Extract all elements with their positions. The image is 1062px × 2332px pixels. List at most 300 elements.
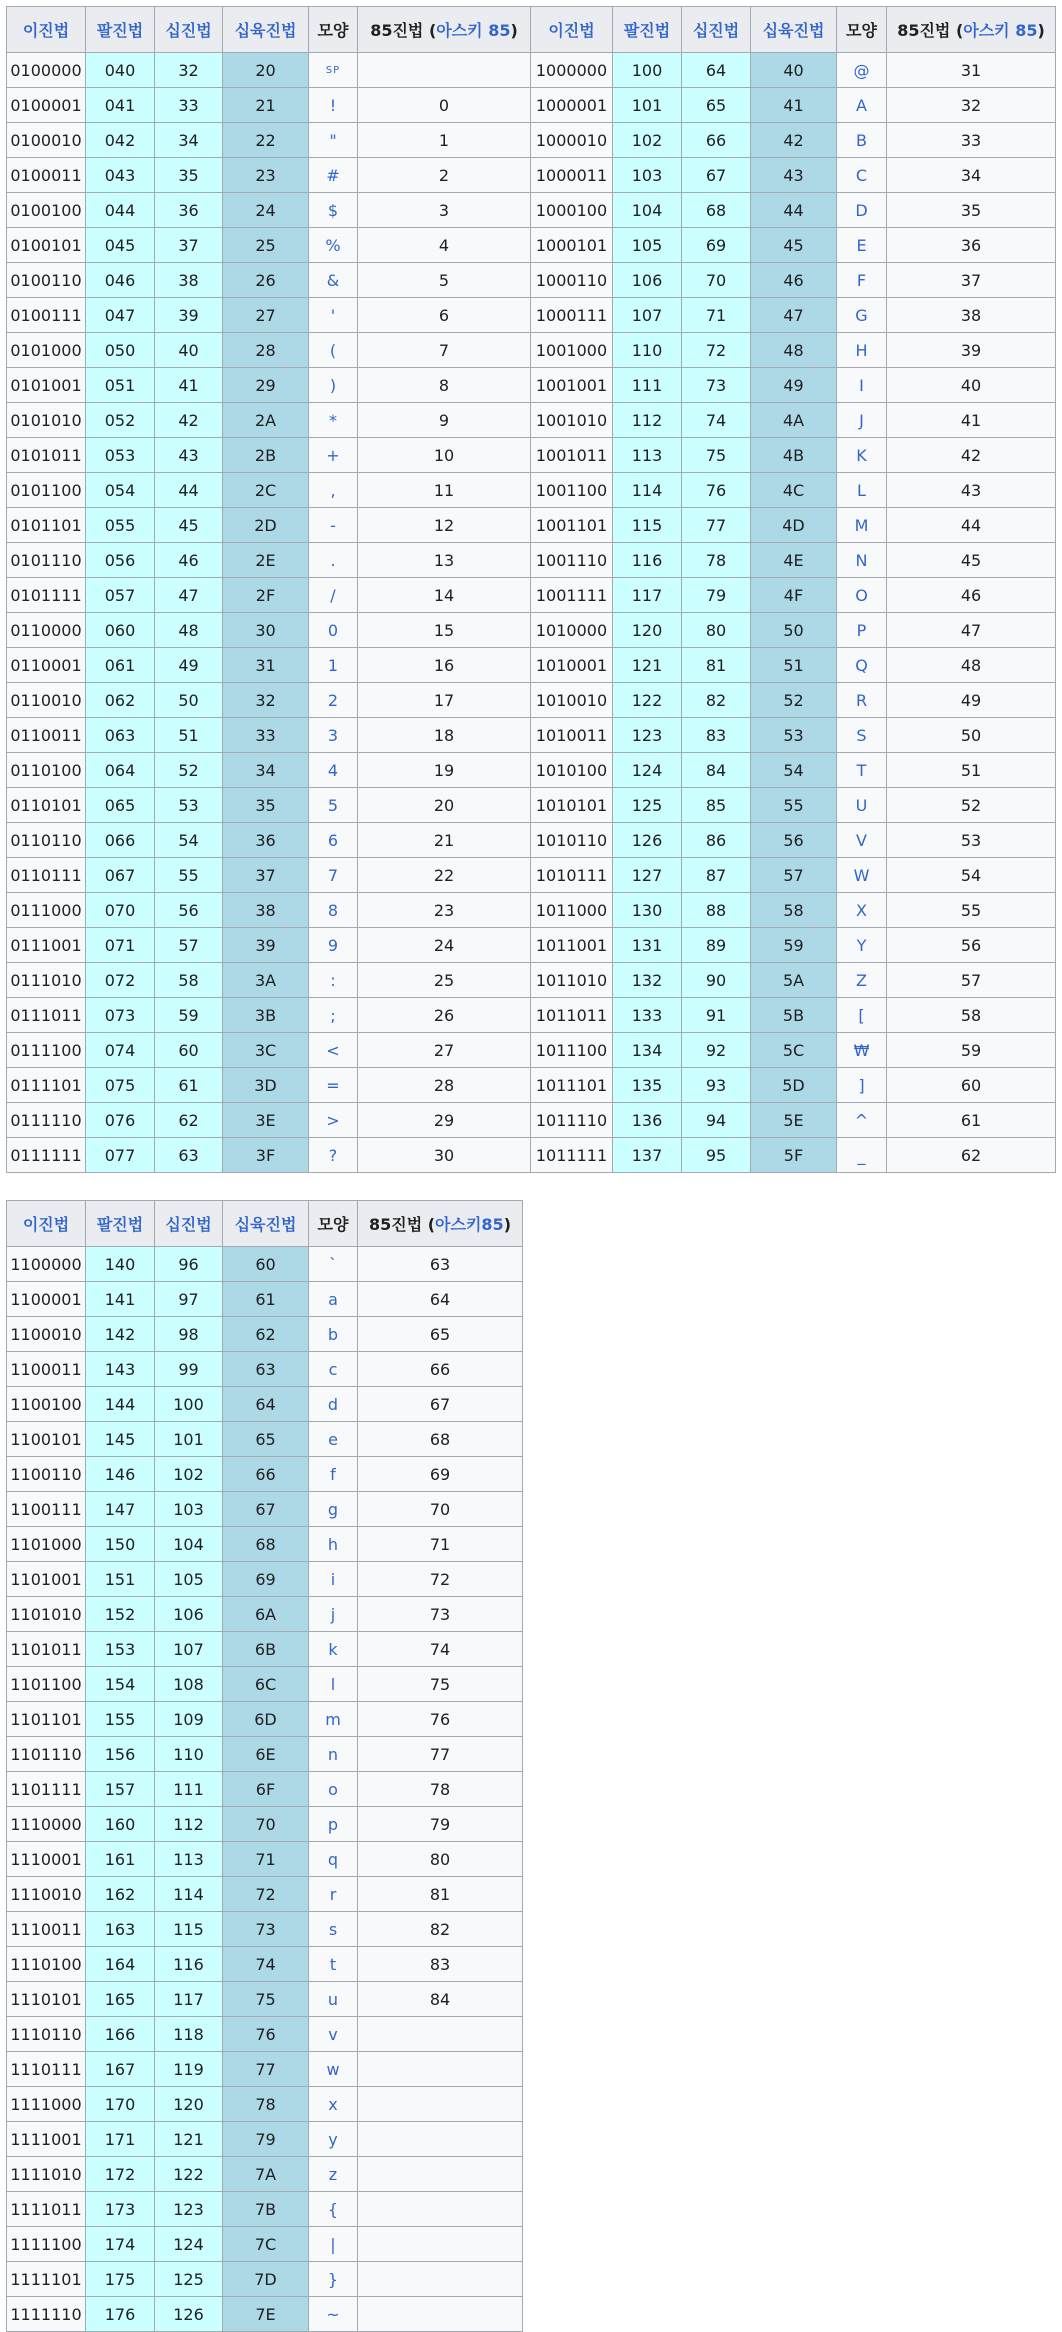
hex-cell: 44 [751, 193, 837, 228]
base85-cell: 74 [358, 1632, 523, 1667]
table-row [7, 1807, 523, 1842]
base85-cell: 22 [358, 858, 531, 893]
hex-cell: 58 [751, 893, 837, 928]
octal-cell: 053 [86, 438, 155, 473]
octal-cell: 144 [86, 1387, 155, 1422]
binary-cell: 1010110 [531, 823, 613, 858]
octal-cell: 154 [86, 1667, 155, 1702]
octal-cell: 110 [613, 333, 682, 368]
decimal-cell: 40 [155, 333, 223, 368]
glyph-cell: O [837, 578, 887, 613]
binary-cell: 1001000 [531, 333, 613, 368]
header-base85-link[interactable]: 아스키 85 [436, 21, 511, 40]
glyph-cell: { [309, 2192, 358, 2227]
decimal-cell: 32 [155, 53, 223, 88]
header-binary-link[interactable]: 이진법 [22, 21, 70, 40]
hex-cell: 24 [223, 193, 309, 228]
decimal-cell: 81 [682, 648, 751, 683]
binary-cell: 0111110 [7, 1103, 86, 1138]
binary-cell: 1110101 [7, 1982, 86, 2017]
octal-cell: 157 [86, 1772, 155, 1807]
header-octal-right-link[interactable]: 팔진법 [623, 21, 671, 40]
base85-cell: 32 [887, 88, 1056, 123]
glyph-cell: ^ [837, 1103, 887, 1138]
glyph-cell: x [309, 2087, 358, 2122]
decimal-cell: 63 [155, 1138, 223, 1173]
octal-cell: 105 [613, 228, 682, 263]
table-row [7, 1597, 523, 1632]
glyph-cell: y [309, 2122, 358, 2157]
binary-cell: 1001110 [531, 543, 613, 578]
glyph-cell: : [309, 963, 358, 998]
octal-cell: 073 [86, 998, 155, 1033]
base85-cell: 72 [358, 1562, 523, 1597]
glyph-cell: < [309, 1033, 358, 1068]
header-binary-right-link[interactable]: 이진법 [548, 21, 595, 40]
octal-cell: 160 [86, 1807, 155, 1842]
decimal-cell: 98 [155, 1317, 223, 1352]
glyph-cell: W [837, 858, 887, 893]
glyph-cell: H [837, 333, 887, 368]
table-row [7, 613, 1056, 648]
binary-cell: 0100000 [7, 53, 86, 88]
table-row [7, 508, 1056, 543]
decimal-cell: 123 [155, 2192, 223, 2227]
binary-cell: 1000011 [531, 158, 613, 193]
octal-cell: 065 [86, 788, 155, 823]
binary-cell: 0101001 [7, 368, 86, 403]
table-row [7, 788, 1056, 823]
hex-cell: 3C [223, 1033, 309, 1068]
octal-cell: 040 [86, 53, 155, 88]
decimal-cell: 56 [155, 893, 223, 928]
octal-cell: 125 [613, 788, 682, 823]
base85-cell: 79 [358, 1807, 523, 1842]
table-row [7, 1772, 523, 1807]
decimal-cell: 45 [155, 508, 223, 543]
binary-cell: 0111000 [7, 893, 86, 928]
header-base85-link[interactable]: 아스키85 [435, 1215, 504, 1234]
decimal-cell: 114 [155, 1877, 223, 1912]
glyph-cell: b [309, 1317, 358, 1352]
hex-cell: 74 [223, 1947, 309, 1982]
decimal-cell: 80 [682, 613, 751, 648]
octal-cell: 122 [613, 683, 682, 718]
octal-cell: 057 [86, 578, 155, 613]
decimal-cell: 64 [682, 53, 751, 88]
octal-cell: 121 [613, 648, 682, 683]
binary-cell: 0101011 [7, 438, 86, 473]
hex-cell: 53 [751, 718, 837, 753]
octal-cell: 130 [613, 893, 682, 928]
glyph-cell: 1 [309, 648, 358, 683]
binary-cell: 1011101 [531, 1068, 613, 1103]
table-row [7, 228, 1056, 263]
binary-cell: 1100000 [7, 1247, 86, 1282]
glyph-cell: J [837, 403, 887, 438]
hex-cell: 63 [223, 1352, 309, 1387]
base85-cell: 17 [358, 683, 531, 718]
glyph-cell: 7 [309, 858, 358, 893]
decimal-cell: 106 [155, 1597, 223, 1632]
glyph-cell: w [309, 2052, 358, 2087]
decimal-cell: 99 [155, 1352, 223, 1387]
table-row [7, 1702, 523, 1737]
hex-cell: 6C [223, 1667, 309, 1702]
base85-cell: 37 [887, 263, 1056, 298]
table-row [7, 823, 1056, 858]
table-row [7, 2227, 523, 2262]
table-row [7, 1422, 523, 1457]
octal-cell: 166 [86, 2017, 155, 2052]
hex-cell: 7B [223, 2192, 309, 2227]
base85-cell: 18 [358, 718, 531, 753]
hex-cell: 25 [223, 228, 309, 263]
binary-cell: 0111010 [7, 963, 86, 998]
header-hex-link[interactable]: 십육진법 [234, 1215, 297, 1234]
octal-cell: 051 [86, 368, 155, 403]
base85-cell: 12 [358, 508, 531, 543]
header-glyph-label: 모양 [317, 21, 349, 40]
glyph-cell: P [837, 613, 887, 648]
hex-cell: 20 [223, 53, 309, 88]
header-hex-right-link[interactable]: 십육진법 [762, 21, 825, 40]
decimal-cell: 59 [155, 998, 223, 1033]
octal-cell: 173 [86, 2192, 155, 2227]
header-octal-right[interactable] [613, 7, 682, 53]
header-glyph-label: 모양 [317, 1215, 349, 1234]
table-row [7, 1103, 1056, 1138]
table-row [7, 2017, 523, 2052]
octal-cell: 062 [86, 683, 155, 718]
glyph-cell: C [837, 158, 887, 193]
binary-cell: 0100010 [7, 123, 86, 158]
table-row [7, 578, 1056, 613]
header-binary-link[interactable]: 이진법 [22, 1215, 70, 1234]
glyph-cell: G [837, 298, 887, 333]
glyph-cell: 3 [309, 718, 358, 753]
glyph-cell: f [309, 1457, 358, 1492]
glyph-cell: SP [309, 53, 358, 88]
binary-cell: 1000110 [531, 263, 613, 298]
octal-cell: 063 [86, 718, 155, 753]
octal-cell: 113 [613, 438, 682, 473]
decimal-cell: 77 [682, 508, 751, 543]
glyph-cell: n [309, 1737, 358, 1772]
header-decimal-link[interactable]: 십진법 [165, 1215, 212, 1234]
base85-cell: 24 [358, 928, 531, 963]
glyph-cell: R [837, 683, 887, 718]
glyph-cell: F [837, 263, 887, 298]
glyph-cell: d [309, 1387, 358, 1422]
decimal-cell: 110 [155, 1737, 223, 1772]
decimal-cell: 112 [155, 1807, 223, 1842]
empty-cell [358, 2087, 523, 2122]
decimal-cell: 82 [682, 683, 751, 718]
header-octal-link[interactable]: 팔진법 [96, 21, 144, 40]
octal-cell: 136 [613, 1103, 682, 1138]
binary-cell: 1010111 [531, 858, 613, 893]
binary-cell: 1000100 [531, 193, 613, 228]
hex-cell: 4A [751, 403, 837, 438]
base85-cell: 41 [887, 403, 1056, 438]
hex-cell: 3E [223, 1103, 309, 1138]
hex-cell: 5F [751, 1138, 837, 1173]
glyph-cell: 5 [309, 788, 358, 823]
binary-cell: 1011001 [531, 928, 613, 963]
octal-cell: 114 [613, 473, 682, 508]
decimal-cell: 75 [682, 438, 751, 473]
binary-cell: 0110000 [7, 613, 86, 648]
binary-cell: 0101111 [7, 578, 86, 613]
decimal-cell: 93 [682, 1068, 751, 1103]
decimal-cell: 109 [155, 1702, 223, 1737]
base85-cell: 77 [358, 1737, 523, 1772]
table-row [7, 298, 1056, 333]
empty-cell [358, 2227, 523, 2262]
binary-cell: 1100011 [7, 1352, 86, 1387]
hex-cell: 71 [223, 1842, 309, 1877]
table-row [7, 1842, 523, 1877]
decimal-cell: 42 [155, 403, 223, 438]
header-hex[interactable] [223, 7, 309, 53]
binary-cell: 0100110 [7, 263, 86, 298]
base85-cell: 35 [887, 193, 1056, 228]
glyph-cell: Q [837, 648, 887, 683]
hex-cell: 6A [223, 1597, 309, 1632]
binary-cell: 1010010 [531, 683, 613, 718]
glyph-cell: s [309, 1912, 358, 1947]
header-hex-right[interactable] [751, 7, 837, 53]
header-decimal-link[interactable]: 십진법 [165, 21, 212, 40]
decimal-cell: 111 [155, 1772, 223, 1807]
glyph-cell: k [309, 1632, 358, 1667]
table-row [7, 718, 1056, 753]
hex-cell: 3B [223, 998, 309, 1033]
binary-cell: 0110010 [7, 683, 86, 718]
header-binary[interactable] [7, 7, 86, 53]
glyph-cell: 2 [309, 683, 358, 718]
decimal-cell: 91 [682, 998, 751, 1033]
decimal-cell: 96 [155, 1247, 223, 1282]
base85-cell: 4 [358, 228, 531, 263]
base85-cell: 49 [887, 683, 1056, 718]
decimal-cell: 125 [155, 2262, 223, 2297]
hex-cell: 51 [751, 648, 837, 683]
octal-cell: 047 [86, 298, 155, 333]
decimal-cell: 55 [155, 858, 223, 893]
octal-cell: 135 [613, 1068, 682, 1103]
binary-cell: 1100001 [7, 1282, 86, 1317]
base85-cell: 29 [358, 1103, 531, 1138]
header-base85-right-prefix: 85진법 ( [897, 21, 964, 40]
decimal-cell: 54 [155, 823, 223, 858]
glyph-cell: " [309, 123, 358, 158]
octal-cell: 176 [86, 2297, 155, 2332]
glyph-cell: ₩ [837, 1033, 887, 1068]
binary-cell: 1101011 [7, 1632, 86, 1667]
base85-cell: 31 [887, 53, 1056, 88]
binary-cell: 1101010 [7, 1597, 86, 1632]
header-glyph-right [837, 7, 887, 53]
octal-cell: 115 [613, 508, 682, 543]
base85-cell: 9 [358, 403, 531, 438]
decimal-cell: 48 [155, 613, 223, 648]
decimal-cell: 95 [682, 1138, 751, 1173]
hex-cell: 67 [223, 1492, 309, 1527]
glyph-cell: , [309, 473, 358, 508]
base85-cell: 14 [358, 578, 531, 613]
hex-cell: 30 [223, 613, 309, 648]
table-row [7, 1138, 1056, 1173]
table-row [7, 683, 1056, 718]
header-octal[interactable] [86, 1201, 155, 1247]
hex-cell: 33 [223, 718, 309, 753]
decimal-cell: 36 [155, 193, 223, 228]
octal-cell: 075 [86, 1068, 155, 1103]
glyph-cell: ' [309, 298, 358, 333]
octal-cell: 164 [86, 1947, 155, 1982]
hex-cell: 59 [751, 928, 837, 963]
binary-cell: 1110011 [7, 1912, 86, 1947]
octal-cell: 077 [86, 1138, 155, 1173]
decimal-cell: 73 [682, 368, 751, 403]
hex-cell: 2E [223, 543, 309, 578]
decimal-cell: 105 [155, 1562, 223, 1597]
octal-cell: 143 [86, 1352, 155, 1387]
glyph-cell: ] [837, 1068, 887, 1103]
glyph-cell: ! [309, 88, 358, 123]
binary-cell: 0110001 [7, 648, 86, 683]
glyph-cell: $ [309, 193, 358, 228]
decimal-cell: 92 [682, 1033, 751, 1068]
base85-cell: 51 [887, 753, 1056, 788]
base85-cell: 53 [887, 823, 1056, 858]
decimal-cell: 94 [682, 1103, 751, 1138]
hex-cell: 7E [223, 2297, 309, 2332]
hex-cell: 45 [751, 228, 837, 263]
base85-cell: 75 [358, 1667, 523, 1702]
table-row [7, 753, 1056, 788]
header-glyph [309, 1201, 358, 1247]
octal-cell: 071 [86, 928, 155, 963]
octal-cell: 104 [613, 193, 682, 228]
octal-cell: 100 [613, 53, 682, 88]
octal-cell: 163 [86, 1912, 155, 1947]
glyph-cell: j [309, 1597, 358, 1632]
base85-cell: 34 [887, 158, 1056, 193]
table-row [7, 88, 1056, 123]
decimal-cell: 46 [155, 543, 223, 578]
decimal-cell: 43 [155, 438, 223, 473]
decimal-cell: 119 [155, 2052, 223, 2087]
decimal-cell: 68 [682, 193, 751, 228]
header-hex[interactable] [223, 1201, 309, 1247]
octal-cell: 132 [613, 963, 682, 998]
hex-cell: 40 [751, 53, 837, 88]
binary-cell: 0101101 [7, 508, 86, 543]
base85-cell: 76 [358, 1702, 523, 1737]
octal-cell: 116 [613, 543, 682, 578]
table-row [7, 438, 1056, 473]
glyph-cell: B [837, 123, 887, 158]
table-row [7, 1877, 523, 1912]
octal-cell: 107 [613, 298, 682, 333]
octal-cell: 064 [86, 753, 155, 788]
decimal-cell: 118 [155, 2017, 223, 2052]
header-hex-link[interactable]: 십육진법 [234, 21, 297, 40]
base85-cell: 69 [358, 1457, 523, 1492]
hex-cell: 37 [223, 858, 309, 893]
header-decimal-right-link[interactable]: 십진법 [692, 21, 740, 40]
table-row [7, 263, 1056, 298]
glyph-cell: 4 [309, 753, 358, 788]
glyph-cell: 6 [309, 823, 358, 858]
header-decimal-right[interactable] [682, 7, 751, 53]
hex-cell: 3A [223, 963, 309, 998]
decimal-cell: 74 [682, 403, 751, 438]
base85-cell: 23 [358, 893, 531, 928]
octal-cell: 165 [86, 1982, 155, 2017]
octal-cell: 146 [86, 1457, 155, 1492]
octal-cell: 054 [86, 473, 155, 508]
base85-cell: 19 [358, 753, 531, 788]
header-octal[interactable] [86, 7, 155, 53]
glyph-cell: = [309, 1068, 358, 1103]
octal-cell: 117 [613, 578, 682, 613]
binary-cell: 1001101 [531, 508, 613, 543]
binary-cell: 1001111 [531, 578, 613, 613]
header-decimal[interactable] [155, 1201, 223, 1247]
decimal-cell: 50 [155, 683, 223, 718]
base85-cell: 57 [887, 963, 1056, 998]
table-row [7, 53, 1056, 88]
base85-cell: 13 [358, 543, 531, 578]
hex-cell: 5E [751, 1103, 837, 1138]
table-row [7, 2192, 523, 2227]
header-binary-right[interactable] [531, 7, 613, 53]
header-decimal[interactable] [155, 7, 223, 53]
hex-cell: 66 [223, 1457, 309, 1492]
hex-cell: 55 [751, 788, 837, 823]
glyph-cell: _ [837, 1138, 887, 1173]
base85-cell: 82 [358, 1912, 523, 1947]
glyph-cell: ? [309, 1138, 358, 1173]
glyph-cell: - [309, 508, 358, 543]
glyph-cell: q [309, 1842, 358, 1877]
glyph-cell: % [309, 228, 358, 263]
decimal-cell: 47 [155, 578, 223, 613]
glyph-cell: i [309, 1562, 358, 1597]
base85-cell: 56 [887, 928, 1056, 963]
hex-cell: 52 [751, 683, 837, 718]
octal-cell: 167 [86, 2052, 155, 2087]
base85-cell: 60 [887, 1068, 1056, 1103]
decimal-cell: 85 [682, 788, 751, 823]
octal-cell: 134 [613, 1033, 682, 1068]
ascii-table-lower [6, 1200, 523, 2332]
header-binary[interactable] [7, 1201, 86, 1247]
base85-cell: 50 [887, 718, 1056, 753]
hex-cell: 62 [223, 1317, 309, 1352]
octal-cell: 074 [86, 1033, 155, 1068]
hex-cell: 4C [751, 473, 837, 508]
header-octal-link[interactable]: 팔진법 [96, 1215, 144, 1234]
binary-cell: 1111101 [7, 2262, 86, 2297]
header-base85-right-link[interactable]: 아스키 85 [963, 21, 1038, 40]
base85-cell: 15 [358, 613, 531, 648]
binary-cell: 1110001 [7, 1842, 86, 1877]
